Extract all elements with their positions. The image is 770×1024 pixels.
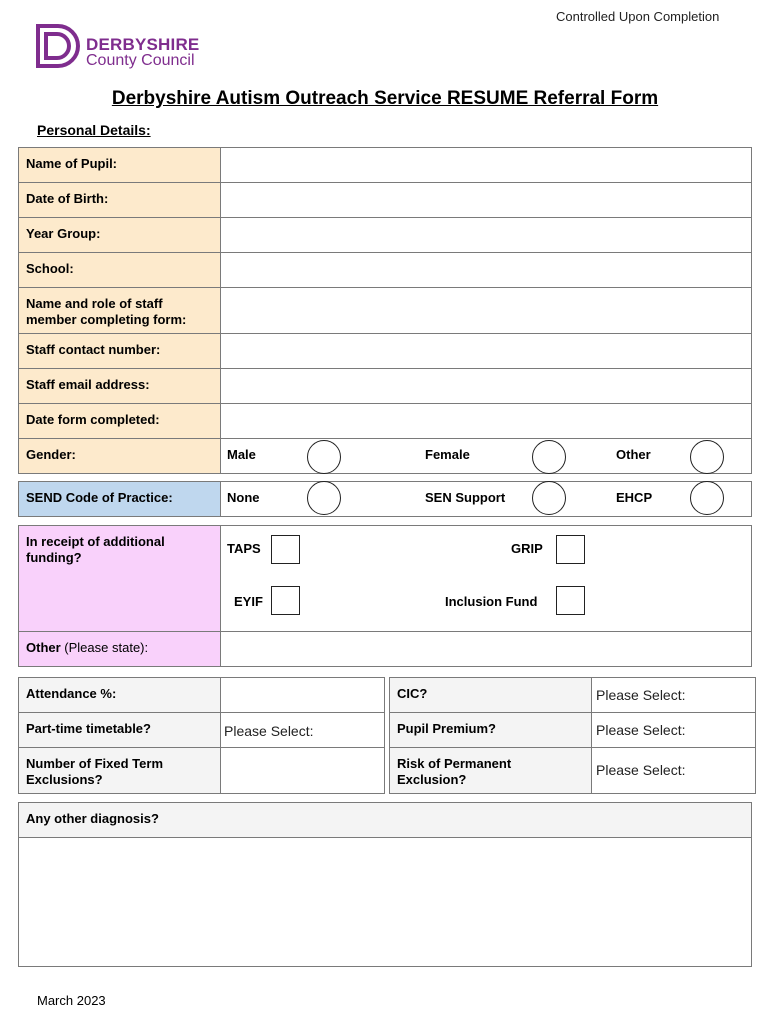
footer-date: March 2023 <box>37 993 106 1008</box>
label-date-form-completed: Date form completed: <box>18 403 221 439</box>
cic-select-value: Please Select: <box>596 687 686 703</box>
logo-line1: DERBYSHIRE <box>86 35 200 54</box>
section-heading: Personal Details: <box>37 122 151 138</box>
label-additional-funding: In receipt of additional funding? <box>18 525 221 632</box>
label-risk-permanent-exclusion: Risk of Permanent Exclusion? <box>389 747 592 794</box>
gender-option-female: Female <box>425 447 470 462</box>
input-staff-contact-number[interactable] <box>220 333 752 369</box>
label-school: School: <box>18 252 221 288</box>
pupil-premium-select[interactable] <box>591 712 756 748</box>
funding-option-grip: GRIP <box>511 541 543 556</box>
grip-checkbox[interactable] <box>556 535 585 564</box>
gender-male-radio[interactable] <box>307 440 341 474</box>
input-funding-other[interactable] <box>220 631 752 667</box>
logo-line2: County Council <box>86 52 195 69</box>
inclusion-fund-checkbox[interactable] <box>556 586 585 615</box>
gender-option-other: Other <box>616 447 651 462</box>
label-gender: Gender: <box>18 438 221 474</box>
funding-other-label: Other <box>26 640 61 655</box>
input-school[interactable] <box>220 252 752 288</box>
eyif-checkbox[interactable] <box>271 586 300 615</box>
funding-option-taps: TAPS <box>227 541 261 556</box>
label-other-diagnosis: Any other diagnosis? <box>18 802 752 838</box>
input-staff-email[interactable] <box>220 368 752 404</box>
input-date-of-birth[interactable] <box>220 182 752 218</box>
send-option-sen-support: SEN Support <box>425 490 506 505</box>
input-name-of-pupil[interactable] <box>220 147 752 183</box>
control-note: Controlled Upon Completion <box>556 9 720 24</box>
input-date-form-completed[interactable] <box>220 403 752 439</box>
label-date-of-birth: Date of Birth: <box>18 182 221 218</box>
label-year-group: Year Group: <box>18 217 221 253</box>
risk-exclusion-select[interactable] <box>591 747 756 794</box>
gender-other-radio[interactable] <box>690 440 724 474</box>
input-attendance[interactable] <box>220 677 385 713</box>
label-fixed-term-exclusions: Number of Fixed Term Exclusions? <box>18 747 221 794</box>
send-sen-support-radio[interactable] <box>532 481 566 515</box>
label-name-of-pupil: Name of Pupil: <box>18 147 221 183</box>
label-staff-contact-number: Staff contact number: <box>18 333 221 369</box>
council-logo <box>36 24 226 72</box>
gender-options <box>220 438 752 474</box>
send-ehcp-radio[interactable] <box>690 481 724 515</box>
label-part-time-timetable: Part-time timetable? <box>18 712 221 748</box>
label-attendance: Attendance %: <box>18 677 221 713</box>
label-staff-email: Staff email address: <box>18 368 221 404</box>
input-staff-name-role[interactable] <box>220 287 752 334</box>
label-cic: CIC? <box>389 677 592 713</box>
input-other-diagnosis[interactable] <box>18 837 752 967</box>
part-time-select-value: Please Select: <box>224 723 314 739</box>
risk-exclusion-select-value: Please Select: <box>596 762 686 778</box>
input-fixed-term-exclusions[interactable] <box>220 747 385 794</box>
taps-checkbox[interactable] <box>271 535 300 564</box>
gender-option-male: Male <box>227 447 256 462</box>
send-none-radio[interactable] <box>307 481 341 515</box>
funding-other-hint: (Please state): <box>64 640 149 655</box>
label-funding-other <box>18 631 221 667</box>
part-time-select[interactable] <box>220 712 385 748</box>
send-option-ehcp: EHCP <box>616 490 653 505</box>
derbyshire-d-icon <box>36 24 82 68</box>
pupil-premium-select-value: Please Select: <box>596 722 686 738</box>
gender-female-radio[interactable] <box>532 440 566 474</box>
funding-option-inclusion-fund: Inclusion Fund <box>445 594 538 609</box>
input-year-group[interactable] <box>220 217 752 253</box>
cic-select[interactable] <box>591 677 756 713</box>
label-pupil-premium: Pupil Premium? <box>389 712 592 748</box>
funding-option-eyif: EYIF <box>234 594 263 609</box>
label-send-code: SEND Code of Practice: <box>18 481 221 517</box>
form-title: Derbyshire Autism Outreach Service RESUME Referral Form <box>111 88 659 109</box>
send-option-none: None <box>227 490 260 505</box>
label-staff-name-role: Name and role of staff member completing form: <box>18 287 221 334</box>
